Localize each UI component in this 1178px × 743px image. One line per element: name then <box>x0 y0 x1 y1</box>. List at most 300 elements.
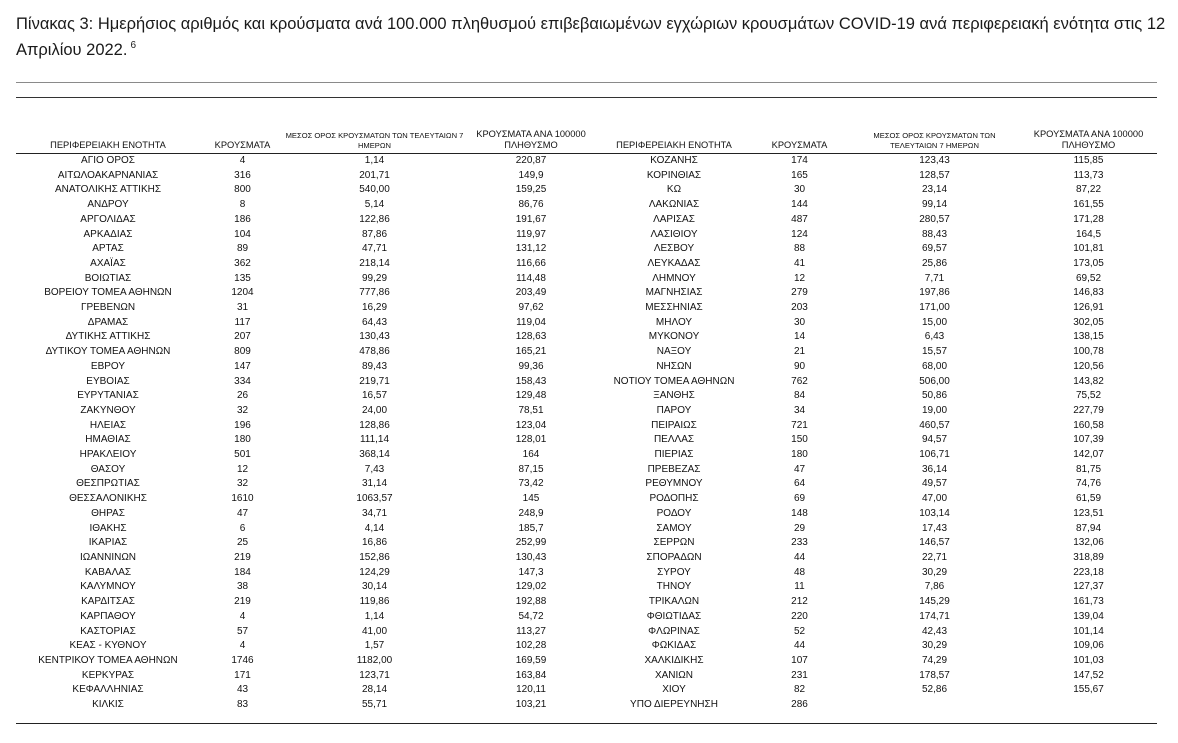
left-cases-cell: 89 <box>236 243 249 255</box>
right-per100k-cell: 61,59 <box>1075 493 1102 505</box>
left-avg7-cell: 31,14 <box>361 478 388 490</box>
left-per100k-cell: 147,3 <box>518 566 544 578</box>
col-header-cases-left: ΚΡΟΥΣΜΑΤΑ <box>200 121 285 154</box>
left-region-cell: ΚΙΛΚΙΣ <box>92 699 124 711</box>
table-row <box>16 419 1157 434</box>
left-region-cell: ΓΡΕΒΕΝΩΝ <box>80 302 136 314</box>
right-region-cell: ΛΑΡΙΣΑΣ <box>653 213 695 225</box>
left-per100k-cell: 185,7 <box>518 522 544 534</box>
left-avg7-cell: 7,43 <box>364 463 385 475</box>
right-avg7-cell: 99,14 <box>921 199 948 211</box>
left-region-cell: ΖΑΚΥΝΘΟΥ <box>80 404 136 416</box>
left-avg7-cell: 122,86 <box>359 213 390 225</box>
right-cases-cell: 44 <box>793 640 806 652</box>
table-row <box>16 595 1157 610</box>
left-avg7-cell: 1182,00 <box>356 654 393 666</box>
right-per100k-cell: 302,05 <box>1073 316 1104 328</box>
left-per100k-cell: 129,48 <box>515 390 547 402</box>
right-cases-cell: 48 <box>793 566 806 578</box>
table-row <box>16 566 1157 581</box>
top-rule <box>16 82 1157 83</box>
left-region-cell: ΚΕΑΣ - ΚΥΘΝΟΥ <box>69 640 147 652</box>
left-per100k-cell: 145 <box>522 493 540 505</box>
right-avg7-cell: 69,57 <box>921 243 948 255</box>
left-avg7-cell: 123,71 <box>359 669 390 681</box>
right-per100k-cell: 69,52 <box>1075 272 1102 284</box>
left-per100k-cell: 73,42 <box>518 478 544 490</box>
right-region-cell: ΠΙΕΡΙΑΣ <box>654 449 694 461</box>
left-cases-cell: 104 <box>234 228 251 240</box>
left-per100k-cell: 165,21 <box>515 346 547 358</box>
left-per100k-cell: 102,28 <box>515 640 547 652</box>
left-avg7-cell: 111,14 <box>359 434 390 446</box>
right-cases-cell: 762 <box>791 375 808 387</box>
right-region-cell: ΛΑΚΩΝΙΑΣ <box>648 199 700 211</box>
left-cases-cell: 4 <box>239 610 246 622</box>
right-per100k-cell: 142,07 <box>1073 449 1104 461</box>
left-cases-cell: 1204 <box>231 287 254 299</box>
right-region-cell: ΧΑΝΙΩΝ <box>654 669 694 681</box>
left-region-cell: ΑΡΓΟΛΙΔΑΣ <box>80 213 136 225</box>
right-avg7-cell: 7,71 <box>924 272 945 284</box>
left-region-cell: ΑΝΑΤΟΛΙΚΗΣ ΑΤΤΙΚΗΣ <box>54 184 162 196</box>
left-cases-cell: 1610 <box>231 493 254 505</box>
left-per100k-cell: 86,76 <box>518 199 544 211</box>
left-cases-cell: 186 <box>234 213 251 225</box>
right-per100k-cell: 227,79 <box>1073 404 1104 416</box>
right-cases-cell: 174 <box>791 155 808 166</box>
table-row <box>16 286 1157 301</box>
left-avg7-cell: 47,71 <box>361 243 388 255</box>
left-per100k-cell: 128,63 <box>515 331 547 343</box>
right-cases-cell: 721 <box>791 419 808 431</box>
right-avg7-cell: 22,71 <box>921 551 948 563</box>
right-avg7-cell: 42,43 <box>921 625 948 637</box>
table-row <box>16 301 1157 316</box>
right-per100k-cell: 147,52 <box>1073 669 1104 681</box>
right-per100k-cell: 161,73 <box>1073 596 1104 608</box>
right-cases-cell: 231 <box>791 669 808 681</box>
col-header-cases-right: ΚΡΟΥΣΜΑΤΑ <box>750 121 849 154</box>
left-region-cell: ΘΕΣΠΡΩΤΙΑΣ <box>76 478 140 490</box>
left-cases-cell: 47 <box>236 507 249 519</box>
left-per100k-cell: 169,59 <box>515 654 547 666</box>
right-avg7-cell: 49,57 <box>921 478 948 490</box>
table-row <box>16 698 1157 713</box>
right-region-cell: ΡΕΘΥΜΝΟΥ <box>645 478 703 490</box>
left-per100k-cell: 130,43 <box>515 551 547 563</box>
left-per100k-cell: 119,04 <box>516 316 546 328</box>
right-avg7-cell: 15,00 <box>921 316 948 328</box>
left-cases-cell: 31 <box>236 302 249 314</box>
right-avg7-cell: 123,43 <box>919 155 950 166</box>
right-avg7-cell: 68,00 <box>921 360 948 372</box>
right-region-cell: ΦΘΙΩΤΙΔΑΣ <box>646 610 702 622</box>
right-per100k-cell: 120,56 <box>1073 360 1104 372</box>
right-per100k-cell: 173,05 <box>1073 257 1104 269</box>
left-region-cell: ΚΑΛΥΜΝΟΥ <box>80 581 136 593</box>
left-avg7-cell: 41,00 <box>361 625 388 637</box>
left-cases-cell: 1746 <box>231 654 254 666</box>
right-region-cell: ΧΙΟΥ <box>662 684 686 696</box>
right-region-cell: ΚΟΡΙΝΘΙΑΣ <box>646 169 702 181</box>
right-region-cell: ΧΑΛΚΙΔΙΚΗΣ <box>644 654 704 666</box>
left-region-cell: ΗΛΕΙΑΣ <box>89 419 127 431</box>
left-per100k-cell: 87,15 <box>518 463 544 475</box>
right-avg7-cell: 25,86 <box>921 257 948 269</box>
left-cases-cell: 501 <box>234 449 251 461</box>
right-cases-cell: 14 <box>793 331 806 343</box>
right-cases-cell: 220 <box>791 610 808 622</box>
right-cases-cell: 144 <box>791 199 808 211</box>
table-row <box>16 507 1157 522</box>
left-region-cell: ΒΟΙΩΤΙΑΣ <box>84 272 132 284</box>
table-body <box>16 154 1157 713</box>
table-row <box>16 360 1157 375</box>
left-cases-cell: 219 <box>234 596 251 608</box>
left-per100k-cell: 103,21 <box>515 699 547 711</box>
right-avg7-cell: 50,86 <box>921 390 948 402</box>
left-avg7-cell: 87,86 <box>361 228 388 240</box>
left-cases-cell: 334 <box>234 375 251 387</box>
right-avg7-cell: 460,57 <box>919 419 950 431</box>
right-cases-cell: 150 <box>791 434 808 446</box>
right-cases-cell: 148 <box>791 507 808 519</box>
right-avg7-cell: 15,57 <box>921 346 948 358</box>
right-per100k-cell: 81,75 <box>1075 463 1102 475</box>
left-avg7-cell: 119,86 <box>359 596 390 608</box>
right-avg7-cell: 30,29 <box>921 640 948 652</box>
right-region-cell: ΝΟΤΙΟΥ ΤΟΜΕΑ ΑΘΗΝΩΝ <box>613 375 735 387</box>
right-cases-cell: 165 <box>791 169 808 181</box>
left-per100k-cell: 164 <box>522 449 540 461</box>
left-per100k-cell: 129,02 <box>515 581 547 593</box>
left-avg7-cell: 540,00 <box>359 184 390 196</box>
left-cases-cell: 184 <box>234 566 251 578</box>
right-per100k-cell: 115,85 <box>1073 155 1104 166</box>
left-region-cell: ΚΑΒΑΛΑΣ <box>84 566 132 578</box>
left-cases-cell: 4 <box>239 155 246 166</box>
right-per100k-cell: 132,06 <box>1073 537 1104 549</box>
left-region-cell: ΚΕΝΤΡΙΚΟΥ ΤΟΜΕΑ ΑΘΗΝΩΝ <box>38 654 178 666</box>
left-cases-cell: 117 <box>234 316 251 328</box>
table-row <box>16 316 1157 331</box>
left-avg7-cell: 124,29 <box>359 566 390 578</box>
right-region-cell: ΦΩΚΙΔΑΣ <box>651 640 697 652</box>
right-cases-cell: 30 <box>793 184 806 196</box>
right-per100k-cell: 100,78 <box>1073 346 1104 358</box>
right-cases-cell: 52 <box>793 625 806 637</box>
caption-text: Πίνακας 3: Ημερήσιος αριθμός και κρούσματα ανά 100.000 πληθυσμού επιβεβαιωμένων εγχώριων κρουσμάτων COVID-19 ανά περιφερειακή ενότητα στις 12 Απριλίου 2022. <box>16 15 1166 59</box>
left-cases-cell: 32 <box>236 478 249 490</box>
left-cases-cell: 6 <box>239 522 246 534</box>
right-cases-cell: 107 <box>791 654 808 666</box>
left-per100k-cell: 128,01 <box>515 434 547 446</box>
left-region-cell: ΕΥΒΟΙΑΣ <box>86 375 130 387</box>
table-row <box>16 198 1157 213</box>
right-region-cell: ΝΑΞΟΥ <box>656 346 692 358</box>
right-per100k-cell: 155,67 <box>1073 684 1104 696</box>
right-per100k-cell <box>1020 698 1157 713</box>
right-cases-cell: 44 <box>793 551 806 563</box>
left-per100k-cell: 99,36 <box>518 360 544 372</box>
right-per100k-cell: 139,04 <box>1073 610 1104 622</box>
left-avg7-cell: 130,43 <box>359 331 390 343</box>
right-avg7-cell: 506,00 <box>919 375 950 387</box>
right-per100k-cell: 127,37 <box>1073 581 1104 593</box>
left-region-cell: ΔΥΤΙΚΟΥ ΤΟΜΕΑ ΑΘΗΝΩΝ <box>45 346 171 358</box>
right-region-cell: ΡΟΔΟΠΗΣ <box>649 493 699 505</box>
table-row <box>16 683 1157 698</box>
left-cases-cell: 8 <box>239 199 246 211</box>
right-per100k-cell: 123,51 <box>1073 507 1104 519</box>
table-row <box>16 477 1157 492</box>
right-avg7-cell: 47,00 <box>921 493 948 505</box>
table-row <box>16 375 1157 390</box>
right-per100k-cell: 113,73 <box>1073 169 1104 181</box>
right-region-cell: ΣΥΡΟΥ <box>657 566 691 578</box>
right-per100k-cell: 161,55 <box>1073 199 1104 211</box>
left-avg7-cell: 5,14 <box>364 199 385 211</box>
table-row <box>16 580 1157 595</box>
right-avg7-cell: 17,43 <box>921 522 948 534</box>
right-per100k-cell: 87,94 <box>1075 522 1102 534</box>
left-avg7-cell: 368,14 <box>359 449 390 461</box>
table-row <box>16 551 1157 566</box>
right-cases-cell: 233 <box>791 537 808 549</box>
right-cases-cell: 82 <box>793 684 806 696</box>
left-region-cell: ΒΟΡΕΙΟΥ ΤΟΜΕΑ ΑΘΗΝΩΝ <box>44 287 172 299</box>
left-avg7-cell: 55,71 <box>361 699 388 711</box>
left-cases-cell: 25 <box>236 537 249 549</box>
table-row <box>16 522 1157 537</box>
table-row <box>16 639 1157 654</box>
left-cases-cell: 362 <box>234 257 251 269</box>
right-per100k-cell: 146,83 <box>1073 287 1104 299</box>
left-per100k-cell: 97,62 <box>518 302 544 314</box>
left-avg7-cell: 777,86 <box>359 287 390 299</box>
right-cases-cell: 286 <box>791 699 808 711</box>
right-per100k-cell: 101,81 <box>1073 243 1104 255</box>
table-row <box>16 345 1157 360</box>
right-avg7-cell <box>849 698 1020 713</box>
left-cases-cell: 43 <box>236 684 249 696</box>
right-region-cell: ΠΕΙΡΑΙΩΣ <box>651 419 697 431</box>
left-avg7-cell: 16,86 <box>361 537 388 549</box>
left-avg7-cell: 152,86 <box>359 551 390 563</box>
left-avg7-cell: 219,71 <box>359 375 390 387</box>
table-row <box>16 448 1157 463</box>
left-region-cell: ΕΥΡΥΤΑΝΙΑΣ <box>77 390 139 402</box>
left-cases-cell: 135 <box>234 272 251 284</box>
left-region-cell: ΚΑΡΠΑΘΟΥ <box>80 610 136 622</box>
covid-cases-table <box>16 121 1157 713</box>
left-cases-cell: 809 <box>234 346 251 358</box>
table-row <box>16 389 1157 404</box>
right-cases-cell: 487 <box>791 213 808 225</box>
right-per100k-cell: 223,18 <box>1073 566 1104 578</box>
left-avg7-cell: 1,14 <box>364 610 385 622</box>
left-cases-cell: 180 <box>234 434 251 446</box>
left-region-cell: ΘΑΣΟΥ <box>90 463 126 475</box>
right-cases-cell: 124 <box>791 228 808 240</box>
left-per100k-cell: 131,12 <box>515 243 547 255</box>
left-region-cell: ΑΧΑΪΑΣ <box>90 257 126 269</box>
right-per100k-cell: 74,76 <box>1075 478 1102 490</box>
right-region-cell: ΚΟΖΑΝΗΣ <box>650 155 698 166</box>
left-avg7-cell: 16,29 <box>361 302 388 314</box>
left-per100k-cell: 78,51 <box>518 404 544 416</box>
left-region-cell: ΗΜΑΘΙΑΣ <box>85 434 131 446</box>
left-region-cell: ΘΗΡΑΣ <box>91 507 125 519</box>
left-per100k-cell: 220,87 <box>515 155 547 166</box>
right-per100k-cell: 318,89 <box>1073 551 1104 563</box>
right-cases-cell: 34 <box>793 404 806 416</box>
right-avg7-cell: 197,86 <box>919 287 950 299</box>
left-per100k-cell: 54,72 <box>518 610 544 622</box>
left-avg7-cell: 24,00 <box>361 404 388 416</box>
left-avg7-cell: 478,86 <box>359 346 390 358</box>
right-cases-cell: 41 <box>793 257 806 269</box>
left-cases-cell: 57 <box>236 625 249 637</box>
left-cases-cell: 83 <box>236 699 249 711</box>
right-avg7-cell: 171,00 <box>919 302 950 314</box>
left-per100k-cell: 116,66 <box>516 257 546 269</box>
right-avg7-cell: 128,57 <box>919 169 950 181</box>
right-avg7-cell: 145,29 <box>919 596 950 608</box>
right-per100k-cell: 164,5 <box>1075 228 1102 240</box>
left-per100k-cell: 159,25 <box>515 184 547 196</box>
table-row <box>16 433 1157 448</box>
table-row <box>16 492 1157 507</box>
left-cases-cell: 147 <box>234 360 251 372</box>
left-region-cell: ΑΓΙΟ ΟΡΟΣ <box>81 155 135 166</box>
right-cases-cell: 11 <box>794 581 805 593</box>
table-row <box>16 610 1157 625</box>
col-header-avg7-right: ΜΕΣΟΣ ΟΡΟΣ ΚΡΟΥΣΜΑΤΩΝ ΤΩΝ ΤΕΛΕΥΤΑΙΩΝ 7 ΗΜΕΡΩΝ <box>849 121 1020 154</box>
right-cases-cell: 90 <box>793 360 806 372</box>
right-avg7-cell: 94,57 <box>921 434 948 446</box>
left-per100k-cell: 114,48 <box>516 272 546 284</box>
left-cases-cell: 196 <box>234 419 251 431</box>
left-region-cell: ΙΚΑΡΙΑΣ <box>88 537 128 549</box>
right-avg7-cell: 74,29 <box>921 654 948 666</box>
table-row <box>16 625 1157 640</box>
left-region-cell: ΔΡΑΜΑΣ <box>87 316 129 328</box>
right-per100k-cell: 75,52 <box>1075 390 1102 402</box>
footnote-marker: 6 <box>130 40 136 51</box>
right-region-cell: ΠΕΛΛΑΣ <box>653 434 695 446</box>
right-region-cell: ΜΕΣΣΗΝΙΑΣ <box>645 302 703 314</box>
right-region-cell: ΥΠΟ ΔΙΕΡΕΥΝΗΣΗ <box>630 699 718 711</box>
left-region-cell: ΚΕΦΑΛΛΗΝΙΑΣ <box>72 684 144 696</box>
left-per100k-cell: 158,43 <box>515 375 547 387</box>
right-avg7-cell: 174,71 <box>919 610 950 622</box>
right-region-cell: ΣΑΜΟΥ <box>656 522 692 534</box>
right-per100k-cell: 160,58 <box>1073 419 1104 431</box>
table-row <box>16 654 1157 669</box>
col-header-avg7-left: ΜΕΣΟΣ ΟΡΟΣ ΚΡΟΥΣΜΑΤΩΝ ΤΩΝ ΤΕΛΕΥΤΑΙΩΝ 7 ΗΜΕΡΩΝ <box>285 121 464 154</box>
right-avg7-cell: 36,14 <box>921 463 948 475</box>
left-avg7-cell: 218,14 <box>359 257 390 269</box>
left-region-cell: ΗΡΑΚΛΕΙΟΥ <box>79 449 137 461</box>
right-region-cell: ΜΥΚΟΝΟΥ <box>648 331 700 343</box>
col-header-per100k-left: ΚΡΟΥΣΜΑΤΑ ΑΝΑ 100000 ΠΛΗΘΥΣΜΟ <box>464 121 598 154</box>
right-cases-cell: 47 <box>793 463 806 475</box>
right-avg7-cell: 103,14 <box>919 507 950 519</box>
left-avg7-cell: 1,14 <box>364 155 385 166</box>
right-region-cell: ΚΩ <box>666 184 682 196</box>
right-region-cell: ΣΠΟΡΑΔΩΝ <box>646 551 702 563</box>
left-avg7-cell: 1063,57 <box>356 493 393 505</box>
table-row <box>16 213 1157 228</box>
left-region-cell: ΑΡΚΑΔΙΑΣ <box>83 228 133 240</box>
table-row <box>16 169 1157 184</box>
right-per100k-cell: 126,91 <box>1073 302 1104 314</box>
table-bottom-rule <box>16 723 1157 724</box>
right-avg7-cell: 19,00 <box>921 404 948 416</box>
right-region-cell: ΝΗΣΩΝ <box>656 360 692 372</box>
left-avg7-cell: 128,86 <box>359 419 390 431</box>
right-region-cell: ΛΗΜΝΟΥ <box>652 272 696 284</box>
right-avg7-cell: 280,57 <box>919 213 950 225</box>
right-per100k-cell: 109,06 <box>1073 640 1104 652</box>
left-cases-cell: 38 <box>236 581 249 593</box>
left-avg7-cell: 89,43 <box>361 360 388 372</box>
right-avg7-cell: 88,43 <box>921 228 948 240</box>
right-avg7-cell: 106,71 <box>919 449 950 461</box>
left-cases-cell: 32 <box>236 404 249 416</box>
left-region-cell: ΑΡΤΑΣ <box>92 243 124 255</box>
left-region-cell: ΚΑΣΤΟΡΙΑΣ <box>80 625 136 637</box>
left-cases-cell: 12 <box>236 463 249 475</box>
table-row <box>16 463 1157 478</box>
right-cases-cell: 84 <box>793 390 806 402</box>
right-per100k-cell: 87,22 <box>1075 184 1102 196</box>
right-region-cell: ΤΗΝΟΥ <box>656 581 692 593</box>
table-row <box>16 669 1157 684</box>
left-region-cell: ΑΝΔΡΟΥ <box>87 199 129 211</box>
left-cases-cell: 171 <box>234 669 251 681</box>
left-avg7-cell: 34,71 <box>361 507 388 519</box>
right-cases-cell: 279 <box>791 287 808 299</box>
right-avg7-cell: 178,57 <box>919 669 950 681</box>
left-region-cell: ΙΘΑΚΗΣ <box>89 522 127 534</box>
left-cases-cell: 4 <box>239 640 246 652</box>
right-region-cell: ΦΛΩΡΙΝΑΣ <box>648 625 700 637</box>
table-row <box>16 183 1157 198</box>
right-region-cell: ΛΕΣΒΟΥ <box>653 243 695 255</box>
right-cases-cell: 88 <box>793 243 806 255</box>
table-row <box>16 536 1157 551</box>
left-per100k-cell: 192,88 <box>515 596 547 608</box>
left-region-cell: ΚΕΡΚΥΡΑΣ <box>81 669 135 681</box>
right-cases-cell: 29 <box>793 522 806 534</box>
right-cases-cell: 64 <box>793 478 806 490</box>
right-region-cell: ΡΟΔΟΥ <box>656 507 692 519</box>
left-region-cell: ΕΒΡΟΥ <box>90 360 126 372</box>
table-row <box>16 330 1157 345</box>
table-row <box>16 404 1157 419</box>
left-region-cell: ΘΕΣΣΑΛΟΝΙΚΗΣ <box>69 493 147 505</box>
left-region-cell: ΔΥΤΙΚΗΣ ΑΤΤΙΚΗΣ <box>65 331 151 343</box>
right-region-cell: ΤΡΙΚΑΛΩΝ <box>648 596 700 608</box>
left-per100k-cell: 113,27 <box>516 625 546 637</box>
right-avg7-cell: 30,29 <box>921 566 948 578</box>
left-per100k-cell: 252,99 <box>515 537 547 549</box>
left-region-cell: ΚΑΡΔΙΤΣΑΣ <box>81 596 135 608</box>
left-avg7-cell: 30,14 <box>361 581 388 593</box>
